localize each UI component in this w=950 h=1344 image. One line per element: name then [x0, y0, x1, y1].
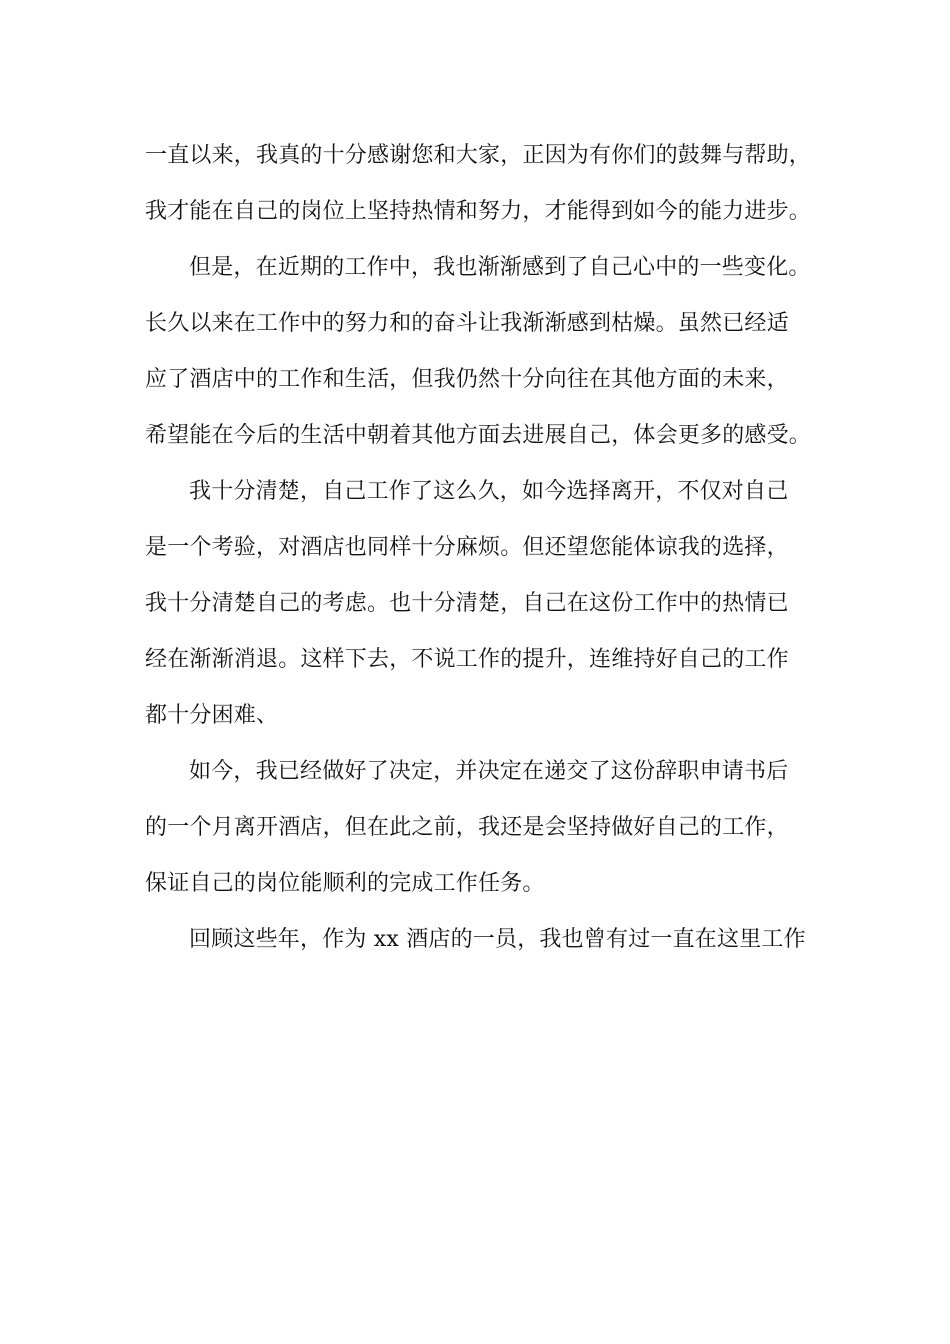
text-line: 都十分困难、	[145, 703, 279, 728]
text-line: 经在渐渐消退。这样下去，不说工作的提升，连维持好自己的工作	[145, 647, 789, 672]
document-body	[145, 128, 815, 968]
text-line: 如今，我已经做好了决定，并决定在递交了这份辞职申请书后	[189, 759, 789, 784]
text-line: 保证自己的岗位能顺利的完成工作任务。	[145, 871, 545, 896]
text-line: 我才能在自己的岗位上坚持热情和努力，才能得到如今的能力进步。	[145, 199, 812, 224]
text-line: 希望能在今后的生活中朝着其他方面去进展自己，体会更多的感受。	[145, 423, 812, 448]
text-line: 回顾这些年，作为 xx 酒店的一员，我也曾有过一直在这里工作	[189, 927, 806, 952]
text-line: 的一个月离开酒店，但在此之前，我还是会坚持做好自己的工作，	[145, 815, 789, 840]
text-line: 我十分清楚自己的考虑。也十分清楚，自己在这份工作中的热情已	[145, 591, 789, 616]
text-line: 一直以来，我真的十分感谢您和大家，正因为有你们的鼓舞与帮助，	[145, 143, 812, 168]
text-line: 是一个考验，对酒店也同样十分麻烦。但还望您能体谅我的选择，	[145, 535, 789, 560]
text-line: 长久以来在工作中的努力和的奋斗让我渐渐感到枯燥。虽然已经适	[145, 311, 789, 336]
text-line: 应了酒店中的工作和生活，但我仍然十分向往在其他方面的未来，	[145, 367, 789, 392]
text-line: 但是，在近期的工作中，我也渐渐感到了自己心中的一些变化。	[189, 255, 811, 280]
text-line: 我十分清楚，自己工作了这么久，如今选择离开，不仅对自己	[189, 479, 789, 504]
